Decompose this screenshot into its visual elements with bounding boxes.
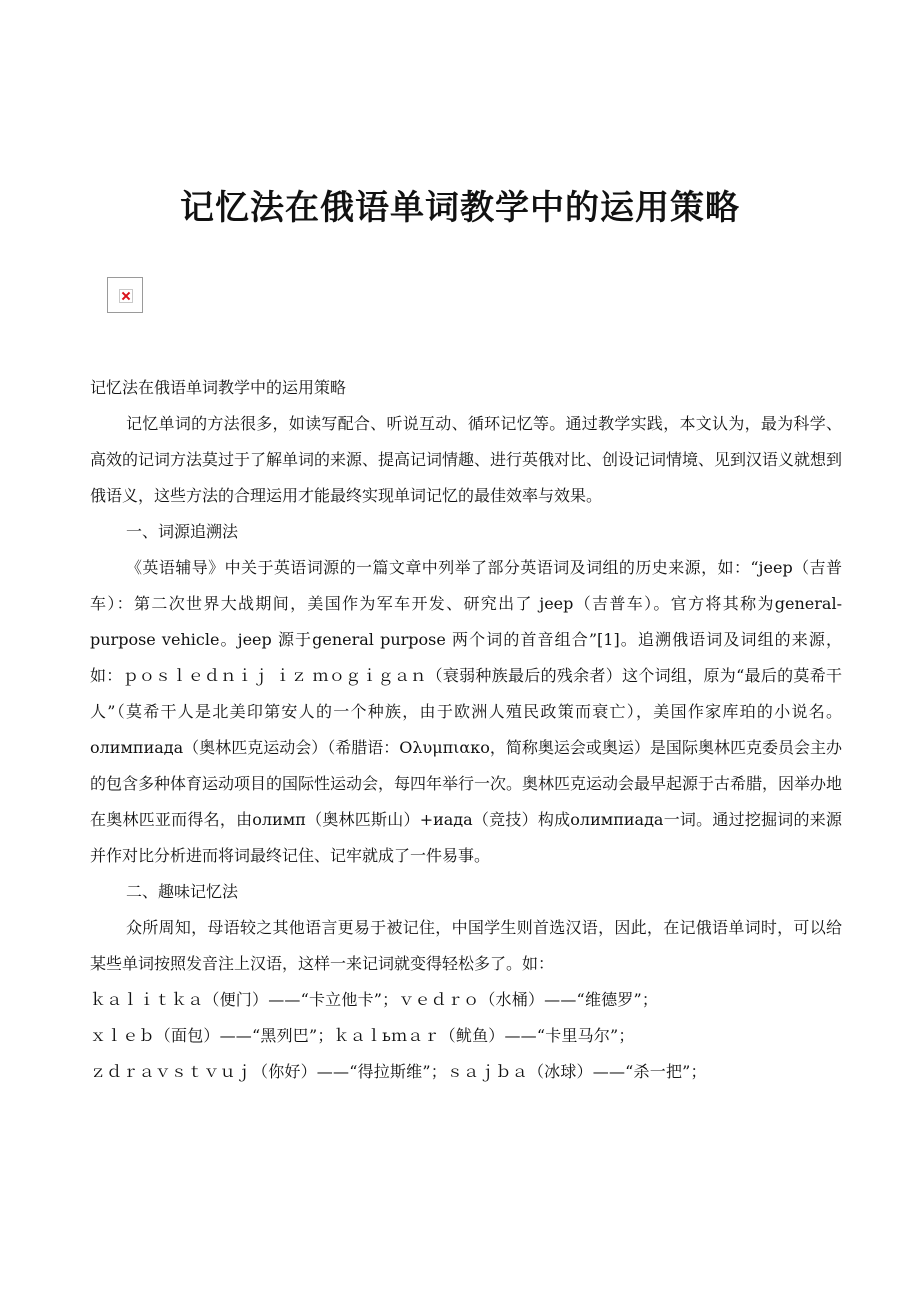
- section1-heading: 一、词源追溯法: [126, 522, 239, 541]
- document-subtitle: 记忆法在俄语单词教学中的运用策略: [90, 378, 347, 397]
- example-line: ｋａｌｉｔｋａ（便门）——“卡立他卡”；ｖｅｄｒｏ（水桶）——“维德罗”；: [90, 990, 659, 1009]
- broken-image-icon: [107, 277, 143, 313]
- intro-paragraph: 记忆单词的方法很多，如读写配合、听说互动、循环记忆等。通过教学实践，本文认为，最为科学、高效的记词方法莫过于了解单词的来源、提高记词情趣、进行英俄对比、创设记词情境、见到汉语义就想到俄语义，这些方法的合理运用才能最终实现单词记忆的最佳效率与效果。: [90, 414, 843, 505]
- document-body: [90, 370, 842, 1090]
- section2-paragraph: 众所周知，母语较之其他语言更易于被记住，中国学生则首选汉语，因此，在记俄语单词时，可以给某些单词按照发音注上汉语，这样一来记词就变得轻松多了。如：: [90, 918, 842, 973]
- section2-heading: 二、趣味记忆法: [126, 882, 239, 901]
- document-title: 记忆法在俄语单词教学中的运用策略: [180, 188, 740, 228]
- section1-paragraph: 《英语辅导》中关于英语词源的一篇文章中列举了部分英语词及词组的历史来源，如：“jeep（吉普车）：第二次世界大战期间，美国作为军车开发、研究出了 jeep（吉普车）。官方将其称为general-purpose vehicle。jeep 源于general purpose 两个词的首音组合”[1]。追溯俄语词及词组的来源，如：ｐｏｓｌｅｄｎｉｊ ｉｚ ｍｏｇｉｇａｎ（衰弱种族最后的残余者）这个词组，原为“最后的莫希干人”（莫希干人是北美印第安人的一个种族，由于欧洲人殖民政策而衰亡），美国作家库珀的小说名。олимпиада（奥林匹克运动会）（希腊语：Ολυμπιακο，简称奥运会或奥运）是国际奥林匹克委员会主办的包含多种体育运动项目的国际性运动会，每四年举行一次。奥林匹克运动会最早起源于古希腊，因举办地在奥林匹亚而得名，由олимп（奥林匹斯山）+иада（竞技）构成олимпиада一词。通过挖掘词的来源并作对比分析进而将词最终记住、记牢就成了一件易事。: [90, 558, 843, 865]
- example-line: ｚｄｒａｖｓｔｖｕｊ（你好）——“得拉斯维”；ｓａｊｂａ（冰球）——“杀一把”；: [90, 1062, 707, 1081]
- broken-image-x-icon: [119, 289, 133, 303]
- example-line: ｘｌｅｂ（面包）——“黑列巴”；ｋａｌьｍａｒ（鱿鱼）——“卡里马尔”；: [90, 1026, 635, 1045]
